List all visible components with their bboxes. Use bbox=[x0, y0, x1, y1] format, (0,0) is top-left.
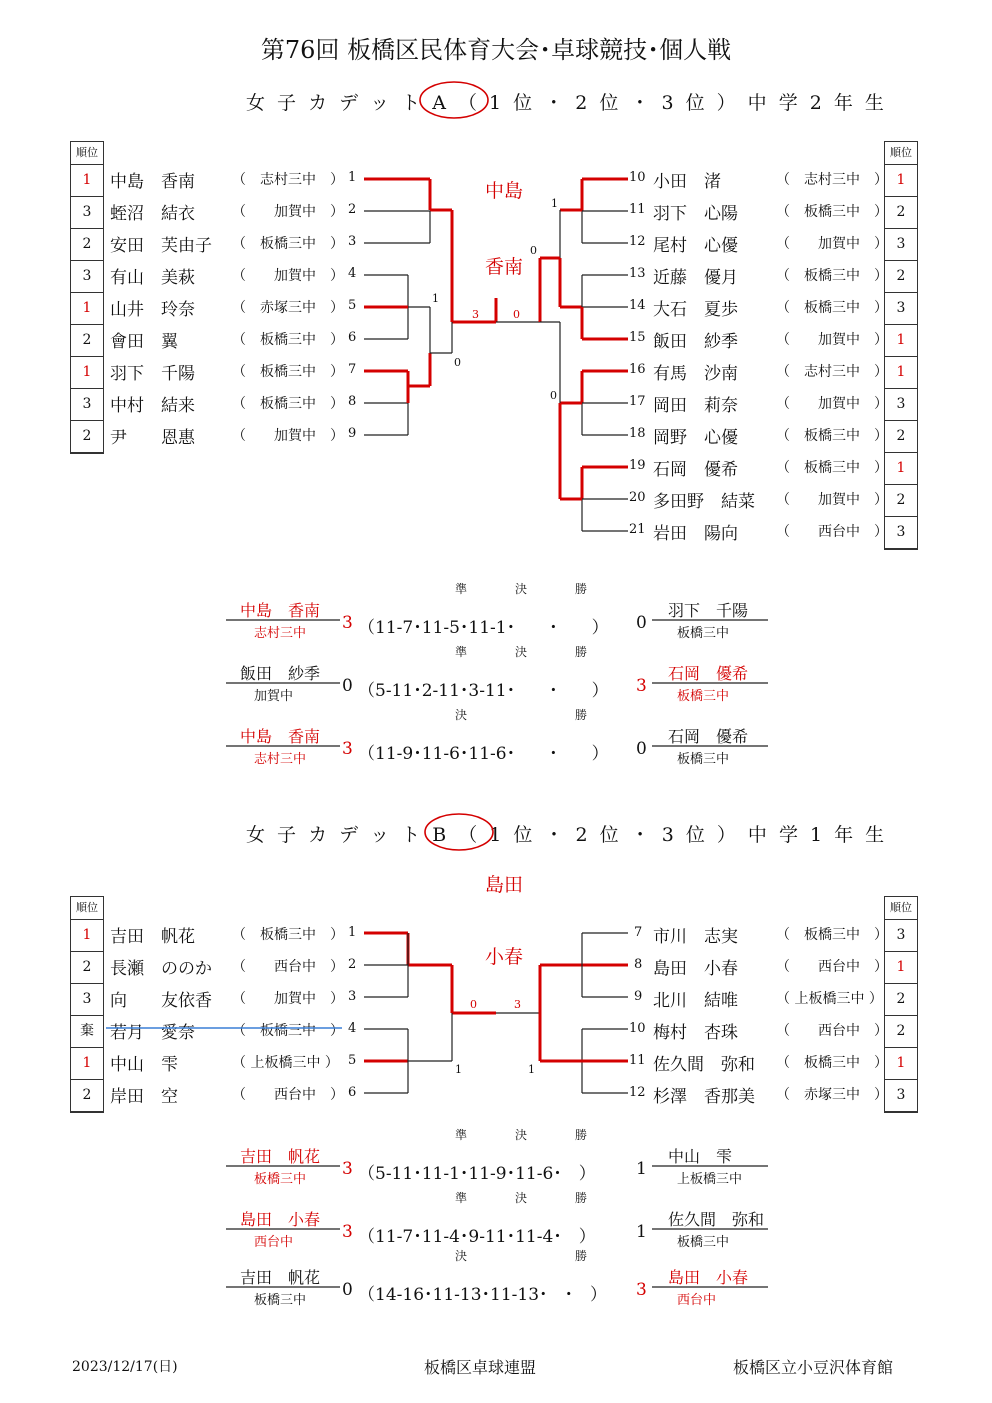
rank-cell: 3 bbox=[885, 229, 917, 261]
left-player-name: 島田 小春 bbox=[240, 1210, 321, 1229]
player-school: （ 加賀中 ） bbox=[232, 268, 344, 284]
right-score: 3 bbox=[636, 1280, 647, 1300]
game-scores: （11-7･11-4･9-11･11-4･ ） bbox=[358, 1227, 596, 1247]
player-number: 7 bbox=[348, 362, 357, 377]
player-number: 13 bbox=[629, 266, 646, 281]
bracket-score: 1 bbox=[528, 1063, 535, 1076]
player-name: 岩田 陽向 bbox=[653, 524, 738, 544]
player-school: （ 板橋三中 ） bbox=[232, 1023, 344, 1039]
footer-venue: 板橋区立小豆沢体育館 bbox=[733, 1358, 894, 1377]
player-number: 20 bbox=[629, 490, 646, 505]
page-title: 第76回 板橋区民体育大会･卓球競技･個人戦 bbox=[260, 36, 732, 64]
player-school: （ 赤塚三中 ） bbox=[776, 1087, 888, 1103]
right-score: 1 bbox=[636, 1159, 647, 1179]
player-number: 17 bbox=[629, 394, 646, 409]
player-number: 7 bbox=[634, 925, 643, 940]
rank-cell: 2 bbox=[71, 229, 103, 261]
player-school: （ 上板橋三中 ） bbox=[776, 991, 883, 1007]
player-name: 尹 恩惠 bbox=[110, 428, 195, 448]
player-school: （ 板橋三中 ） bbox=[776, 204, 888, 220]
right-score: 0 bbox=[636, 739, 647, 759]
rank-cell: 1 bbox=[71, 165, 103, 197]
final-score-left: 3 bbox=[472, 308, 479, 321]
player-school: （ 赤塚三中 ） bbox=[232, 300, 344, 316]
player-name: 近藤 優月 bbox=[653, 268, 738, 288]
player-school: （ 志村三中 ） bbox=[232, 172, 344, 188]
left-score: 0 bbox=[342, 676, 353, 696]
player-school: （ 加賀中 ） bbox=[776, 236, 888, 252]
right-player-school: 西台中 bbox=[677, 1293, 717, 1308]
section-a-winner-1: 中島 bbox=[485, 180, 524, 202]
highlight-circle bbox=[425, 814, 493, 850]
player-school: （ 板橋三中 ） bbox=[776, 1055, 888, 1071]
left-player-school: 板橋三中 bbox=[254, 1293, 307, 1308]
player-number: 4 bbox=[348, 266, 357, 281]
player-school: （ 板橋三中 ） bbox=[776, 300, 888, 316]
left-score: 3 bbox=[342, 1159, 353, 1179]
player-number: 10 bbox=[629, 170, 646, 185]
player-name: 市川 志実 bbox=[653, 927, 738, 947]
player-name: 北川 結唯 bbox=[653, 991, 738, 1011]
final-score-right: 3 bbox=[514, 998, 521, 1011]
player-name: 向 友依香 bbox=[110, 991, 212, 1011]
player-number: 5 bbox=[348, 298, 357, 313]
match-heading: 準 決 勝 bbox=[455, 645, 606, 659]
player-name: 多田野 結菜 bbox=[653, 492, 755, 512]
game-scores: （11-9･11-6･11-6･ ･ ） bbox=[358, 744, 609, 764]
rank-cell: 2 bbox=[71, 325, 103, 357]
player-school: （ 西台中 ） bbox=[776, 1023, 888, 1039]
match-heading: 準 決 勝 bbox=[455, 582, 606, 596]
player-number: 10 bbox=[629, 1021, 646, 1036]
rank-cell: 1 bbox=[71, 920, 103, 952]
player-name: 岡田 莉奈 bbox=[653, 396, 738, 416]
player-number: 21 bbox=[629, 522, 646, 537]
left-player-name: 中島 香南 bbox=[240, 727, 321, 746]
rank-cell: 1 bbox=[71, 1048, 103, 1080]
right-player-name: 中山 雫 bbox=[668, 1147, 733, 1166]
left-player-school: 志村三中 bbox=[254, 626, 307, 641]
rank-cell: 1 bbox=[885, 357, 917, 389]
match-heading: 決 勝 bbox=[455, 1249, 606, 1263]
footer-date: 2023/12/17(日) bbox=[72, 1359, 178, 1375]
right-score: 0 bbox=[636, 613, 647, 633]
player-school: （ 加賀中 ） bbox=[232, 991, 344, 1007]
player-name: 有馬 沙南 bbox=[653, 364, 738, 384]
player-number: 15 bbox=[629, 330, 646, 345]
rank-cell: 3 bbox=[71, 984, 103, 1016]
rank-cell: 1 bbox=[71, 357, 103, 389]
final-score-right: 0 bbox=[513, 308, 520, 321]
player-name: 岸田 空 bbox=[110, 1087, 178, 1107]
player-school: （ 加賀中 ） bbox=[776, 492, 888, 508]
match-heading: 準 決 勝 bbox=[455, 1191, 606, 1205]
player-school: （ 板橋三中 ） bbox=[776, 268, 888, 284]
player-number: 6 bbox=[348, 330, 357, 345]
rank-cell: 3 bbox=[71, 197, 103, 229]
player-number: 6 bbox=[348, 1085, 357, 1100]
bracket-score: 0 bbox=[530, 244, 537, 257]
match-heading: 決 勝 bbox=[455, 708, 606, 722]
player-number: 4 bbox=[348, 1021, 357, 1036]
player-name: 梅村 杏珠 bbox=[653, 1023, 738, 1043]
rank-cell: 3 bbox=[885, 1080, 917, 1112]
right-player-name: 石岡 優希 bbox=[668, 727, 749, 746]
player-school: （ 板橋三中 ） bbox=[232, 236, 344, 252]
player-school: （ 西台中 ） bbox=[776, 959, 888, 975]
player-name: 山井 玲奈 bbox=[110, 300, 195, 320]
player-number: 18 bbox=[629, 426, 646, 441]
player-number: 9 bbox=[348, 426, 357, 441]
left-player-name: 吉田 帆花 bbox=[240, 1147, 321, 1166]
section-b-subtitle: 女 子 カ デ ッ ト B （ 1 位 ・ 2 位 ・ 3 位 ） 中 学 1 年 生 bbox=[246, 824, 888, 846]
player-name: 中山 雫 bbox=[110, 1055, 178, 1075]
section-a-winner-2: 香南 bbox=[485, 256, 524, 278]
player-school: （ 板橋三中 ） bbox=[776, 460, 888, 476]
section-b-winner-1: 島田 bbox=[485, 874, 524, 896]
highlight-circle bbox=[420, 82, 488, 118]
right-player-name: 佐久間 弥和 bbox=[668, 1210, 765, 1229]
left-score: 3 bbox=[342, 613, 353, 633]
player-number: 11 bbox=[629, 1053, 646, 1068]
player-school: （ 志村三中 ） bbox=[776, 364, 888, 380]
right-score: 1 bbox=[636, 1222, 647, 1242]
player-name: 大石 夏歩 bbox=[653, 300, 738, 320]
right-player-name: 島田 小春 bbox=[668, 1268, 749, 1287]
right-player-name: 石岡 優希 bbox=[668, 664, 749, 683]
left-player-school: 志村三中 bbox=[254, 752, 307, 767]
section-a-subtitle: 女 子 カ デ ッ ト A （ 1 位 ・ 2 位 ・ 3 位 ） 中 学 2 年 生 bbox=[246, 92, 887, 114]
player-name: 飯田 紗季 bbox=[653, 332, 738, 352]
player-number: 12 bbox=[629, 1085, 646, 1100]
left-player-school: 西台中 bbox=[254, 1235, 294, 1250]
player-name: 蛭沼 結衣 bbox=[110, 204, 195, 224]
rank-header: 順位 bbox=[885, 142, 917, 165]
footer-org: 板橋区卓球連盟 bbox=[424, 1358, 537, 1377]
rank-cell: 3 bbox=[885, 389, 917, 421]
right-player-school: 上板橋三中 bbox=[677, 1172, 743, 1187]
rank-cell: 2 bbox=[885, 984, 917, 1016]
player-school: （ 板橋三中 ） bbox=[232, 927, 344, 943]
player-school: （ 上板橋三中 ） bbox=[232, 1055, 339, 1071]
left-player-name: 吉田 帆花 bbox=[240, 1268, 321, 1287]
player-school: （ 西台中 ） bbox=[232, 959, 344, 975]
match-heading: 準 決 勝 bbox=[455, 1128, 606, 1142]
player-number: 1 bbox=[348, 925, 357, 940]
rank-cell: 3 bbox=[885, 920, 917, 952]
rank-cell: 2 bbox=[71, 952, 103, 984]
rank-cell: 1 bbox=[71, 293, 103, 325]
player-school: （ 板橋三中 ） bbox=[776, 927, 888, 943]
rank-cell: 3 bbox=[71, 389, 103, 421]
player-school: （ 西台中 ） bbox=[776, 524, 888, 540]
player-school: （ 加賀中 ） bbox=[776, 332, 888, 348]
player-name: 小田 渚 bbox=[653, 172, 721, 192]
left-player-name: 飯田 紗季 bbox=[240, 664, 321, 683]
rank-cell: 3 bbox=[885, 293, 917, 325]
right-player-name: 羽下 千陽 bbox=[668, 601, 749, 620]
player-number: 9 bbox=[634, 989, 643, 1004]
player-school: （ 板橋三中 ） bbox=[232, 332, 344, 348]
right-player-school: 板橋三中 bbox=[677, 1235, 730, 1250]
bracket-score: 1 bbox=[432, 292, 439, 305]
player-name: 若月 愛奈 bbox=[110, 1023, 195, 1043]
rank-cell: 2 bbox=[885, 485, 917, 517]
bracket-score: 0 bbox=[454, 356, 461, 369]
rank-header: 順位 bbox=[71, 142, 103, 165]
left-score: 0 bbox=[342, 1280, 353, 1300]
rank-cell: 1 bbox=[885, 165, 917, 197]
rank-cell: 棄 bbox=[71, 1016, 103, 1048]
player-name: 中村 結来 bbox=[110, 396, 195, 416]
right-player-school: 板橋三中 bbox=[677, 626, 730, 641]
player-name: 吉田 帆花 bbox=[110, 927, 195, 947]
player-number: 16 bbox=[629, 362, 646, 377]
rank-cell: 1 bbox=[885, 325, 917, 357]
player-name: 安田 芙由子 bbox=[110, 236, 212, 256]
player-school: （ 板橋三中 ） bbox=[776, 428, 888, 444]
player-school: （ 加賀中 ） bbox=[232, 204, 344, 220]
rank-cell: 2 bbox=[71, 1080, 103, 1112]
player-name: 有山 美萩 bbox=[110, 268, 195, 288]
player-school: （ 西台中 ） bbox=[232, 1087, 344, 1103]
game-scores: （14-16･11-13･11-13･ ･ ） bbox=[358, 1285, 608, 1305]
bracket-score: 0 bbox=[550, 389, 557, 402]
player-number: 2 bbox=[348, 957, 357, 972]
player-name: 會田 翼 bbox=[110, 332, 178, 352]
game-scores: （5-11･11-1･11-9･11-6･ ） bbox=[358, 1164, 596, 1184]
player-number: 5 bbox=[348, 1053, 357, 1068]
left-player-school: 加賀中 bbox=[254, 689, 294, 704]
rank-cell: 2 bbox=[71, 421, 103, 453]
left-score: 3 bbox=[342, 739, 353, 759]
bracket-score: 1 bbox=[455, 1063, 462, 1076]
player-number: 3 bbox=[348, 989, 357, 1004]
game-scores: （11-7･11-5･11-1･ ･ ） bbox=[358, 618, 609, 638]
left-player-school: 板橋三中 bbox=[254, 1172, 307, 1187]
rank-cell: 3 bbox=[885, 517, 917, 549]
player-name: 杉澤 香那美 bbox=[653, 1087, 755, 1107]
player-name: 長瀬 ののか bbox=[110, 959, 212, 979]
section-b-winner-2: 小春 bbox=[485, 946, 524, 968]
bracket-score: 1 bbox=[551, 197, 558, 210]
player-name: 佐久間 弥和 bbox=[653, 1055, 755, 1075]
rank-cell: 2 bbox=[885, 421, 917, 453]
final-score-left: 0 bbox=[470, 998, 477, 1011]
rank-cell: 2 bbox=[885, 261, 917, 293]
player-number: 19 bbox=[629, 458, 646, 473]
rank-cell: 1 bbox=[885, 952, 917, 984]
player-number: 1 bbox=[348, 170, 357, 185]
rank-cell: 1 bbox=[885, 453, 917, 485]
left-score: 3 bbox=[342, 1222, 353, 1242]
player-school: （ 加賀中 ） bbox=[232, 428, 344, 444]
player-number: 2 bbox=[348, 202, 357, 217]
right-score: 3 bbox=[636, 676, 647, 696]
rank-cell: 2 bbox=[885, 1016, 917, 1048]
player-school: （ 板橋三中 ） bbox=[232, 396, 344, 412]
rank-cell: 3 bbox=[71, 261, 103, 293]
right-player-school: 板橋三中 bbox=[677, 689, 730, 704]
player-name: 羽下 心陽 bbox=[653, 204, 738, 224]
player-name: 島田 小春 bbox=[653, 959, 738, 979]
player-name: 尾村 心優 bbox=[653, 236, 738, 256]
right-player-school: 板橋三中 bbox=[677, 752, 730, 767]
player-number: 3 bbox=[348, 234, 357, 249]
game-scores: （5-11･2-11･3-11･ ･ ） bbox=[358, 681, 609, 701]
player-number: 14 bbox=[629, 298, 646, 313]
rank-cell: 1 bbox=[885, 1048, 917, 1080]
player-name: 岡野 心優 bbox=[653, 428, 738, 448]
player-school: （ 板橋三中 ） bbox=[232, 364, 344, 380]
rank-cell: 2 bbox=[885, 197, 917, 229]
player-number: 12 bbox=[629, 234, 646, 249]
player-school: （ 志村三中 ） bbox=[776, 172, 888, 188]
player-number: 8 bbox=[348, 394, 357, 409]
player-name: 羽下 千陽 bbox=[110, 364, 195, 384]
rank-header: 順位 bbox=[885, 897, 917, 920]
player-school: （ 加賀中 ） bbox=[776, 396, 888, 412]
player-number: 11 bbox=[629, 202, 646, 217]
player-number: 8 bbox=[634, 957, 643, 972]
player-name: 中島 香南 bbox=[110, 172, 195, 192]
player-name: 石岡 優希 bbox=[653, 460, 738, 480]
left-player-name: 中島 香南 bbox=[240, 601, 321, 620]
rank-header: 順位 bbox=[71, 897, 103, 920]
